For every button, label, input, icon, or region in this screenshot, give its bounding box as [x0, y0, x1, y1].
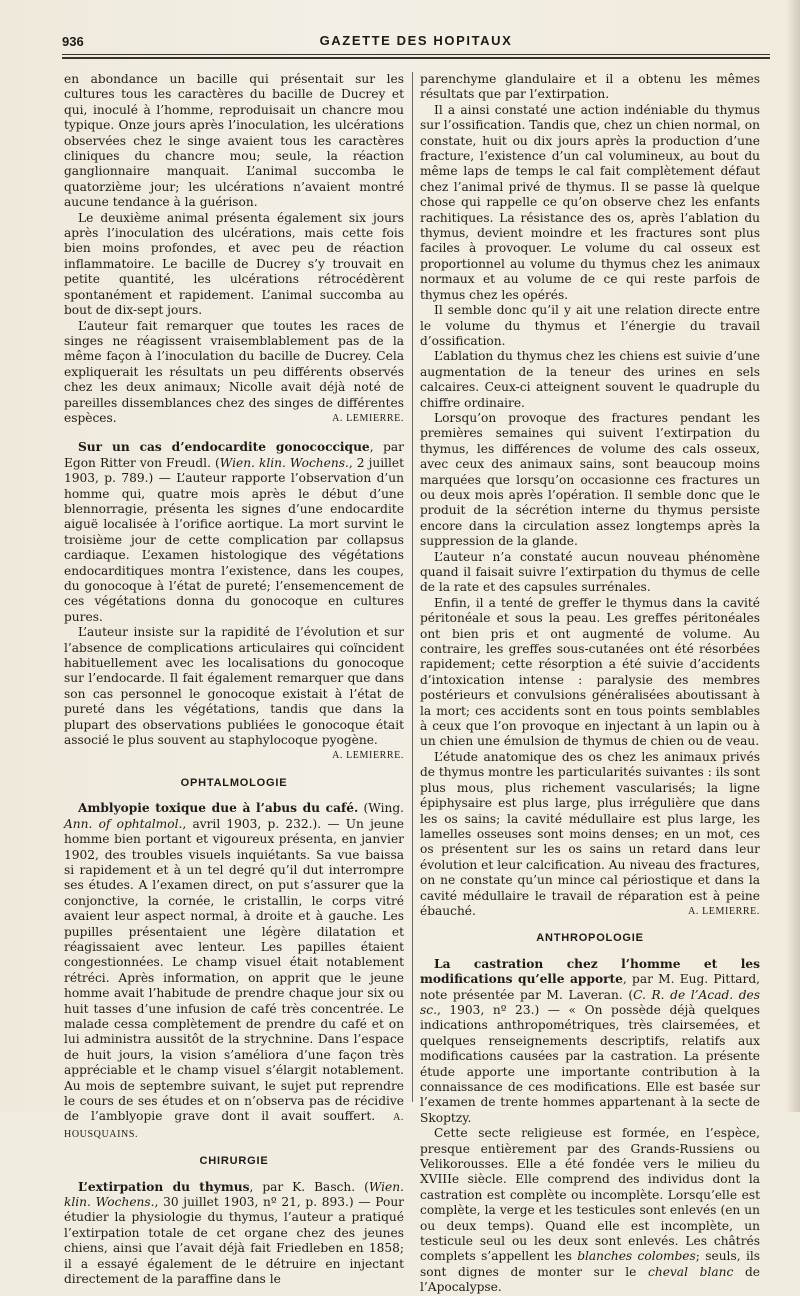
header-rule-thin	[62, 54, 770, 55]
paragraph-text: ; seuls, ils sont dignes de monter sur le	[420, 1249, 760, 1279]
paragraph: L’ablation du thymus chez les chiens est suivie d’une augmentation de la teneur des urines en sels calcaires. Ceux-ci atteignent souvent le quadruple du chiffre ordinaire.	[420, 349, 760, 410]
paragraph-text: , 1903, nº 23.) — « On possède déjà quelques indications anthropométriques, très clairsemées, et quelques renseignements descriptifs, relatifs aux modifications causées par la castration. La présente étude apporte une importante contribution à la connaissance de ces modifications. Elle est basée sur l’examen de trente hommes appartenant à la secte de Skoptzy.	[420, 1002, 760, 1125]
running-head: GAZETTE DES HOPITAUX	[319, 33, 513, 48]
article-castration	[420, 957, 760, 1296]
paragraph: en abondance un bacille qui présentait sur les cultures tous les caractères du bacille de Ducrey et qui, inoculé à l’homme, reproduisait un chancre mou typique. Onze jours après l’inoculation, les ulcérations observées chez le singe avaient tous les caractères cliniques du chancre mou; seule, la réaction ganglionnaire manquait. L’animal succomba le quatorzième jour; les ulcérations n’avaient montré aucune tendance à la guérison.	[64, 72, 404, 210]
article-title: La castration chez l’homme et les modifications qu’elle apporte	[420, 956, 760, 987]
source-journal: C. R. de l’Acad. des sc.	[420, 987, 761, 1017]
article-title: L’extirpation du thymus	[78, 1179, 250, 1194]
paragraph-text: siècle. Elle comprend des individus dont la castration est complète ou incomplète. Lorsqu’elle est complète, la verge et les testicules sont enlevés (en un ou deux temps). Quand elle est incomplète, un testicule seul ou les deux sont enlevés. Les châtrés complets s’appellent les	[420, 1172, 760, 1264]
column-divider	[412, 72, 413, 1102]
paragraph-text: L’auteur insiste sur la rapidité de l’évolution et sur l’absence de complications articulaires qui coïncident habituellement avec les localisations du gonocoque sur l’endocarde. Il fait également remarquer que dans son cas personnel le gonocoque existait à l’état de pureté dans les végétations, tandis que dans la plupart des observations publiées le gonocoque était associé le plus souvent au staphylocoque pyogène.	[64, 625, 404, 748]
author-signature: A. LEMIERRE.	[332, 412, 404, 424]
paragraph	[64, 625, 404, 762]
paragraph-text: L’étude anatomique des os chez les animaux privés de thymus montre les particularités suivantes : ils sont plus mous, plus richement vascularisés; la ligne épiphysaire est plus large, plus irrégulière que dans les os sains; la cavité médullaire est plus large, les lamelles osseuses sont moins denses; en un mot, ces os présentent sur les os sains un retard dans leur évolution et leur calcification. Au niveau des fractures, on ne constate qu’un mince cal périostique et dans la cavité médullaire le travail de réparation est à peine ébauché.	[420, 749, 760, 918]
paragraph	[420, 1126, 760, 1295]
source-journal: Wien. klin. Wochens.	[64, 1179, 404, 1210]
article-byline: , par M. Eug. Pittard, note présentée par M. Laveran. (	[420, 972, 760, 1002]
italic-term: cheval blanc	[648, 1264, 734, 1279]
source-journal: Ann. of ophtalmol.	[64, 816, 183, 831]
article-byline: (Wing.	[358, 801, 404, 816]
paragraph	[420, 750, 760, 919]
article-endocarditis	[64, 440, 404, 764]
paragraph	[64, 1180, 404, 1288]
paragraph-text: L’auteur fait remarquer que toutes les races de singes ne réagissent vraisemblablement pas de la même façon à l’inoculation du bacille de Ducrey. Cela expliquerait les résultats un peu différents observés chez les deux animaux; Nicolle avait déjà noté de pareilles dissemblances chez des singes de différentes espèces.	[64, 318, 404, 425]
source-journal: Wien. klin. Wochens.	[219, 455, 349, 470]
paragraph: Enfin, il a tenté de greffer le thymus dans la cavité péritonéale et sous la peau. Les greffes péritonéales ont bien pris et ont augmenté de volume. Au contraire, les greffes sous-cutanées ont été résorbées rapidement; cette résorption a été suivie d’accidents d’intoxication intense : paralysie des membres postérieurs et convulsions généralisées aboutissant à la mort; ces accidents sont en tous points semblables à ceux que l’on provoque en injectant à un lapin ou à un chien une émulsion de thymus de chien ou de veau.	[420, 595, 760, 749]
paragraph-text: de l’Apocalypse.	[420, 1264, 761, 1295]
paragraph: Le deuxième animal présenta également six jours après l’inoculation des ulcérations, mais cette fois bien moins profondes, et avec peu de réaction inflammatoire. Le bacille de Ducrey s’y trouvait en petite quantité, les ulcérations rétrocédèrent spontanément et rapidement. L’animal succomba au bout de dix-sept jours.	[64, 210, 404, 318]
article-byline: , par Egon Ritter von Freudl. (	[64, 440, 404, 470]
author-signature: A. HOUSQUAINS.	[64, 1112, 405, 1140]
article-amblyopie	[64, 801, 404, 1142]
paragraph	[64, 440, 404, 625]
header-rule-thick	[62, 57, 770, 59]
paragraph	[64, 319, 404, 427]
italic-term: blanches colombes	[577, 1249, 696, 1264]
century-numeral: XVIIIe	[420, 1172, 460, 1187]
paragraph: L’auteur n’a constaté aucun nouveau phénomène quand il faisait suivre l’extirpation du thymus de celle de la rate et des capsules surrénales.	[420, 549, 760, 595]
author-signature: A. LEMIERRE.	[332, 750, 404, 762]
paragraph: Lorsqu’on provoque des fractures pendant les premières semaines qui suivent l’extirpation du thymus, les différences de volume des cals osseux, avec ceux des animaux sains, sont beaucoup moins marquées que lorsqu’on occasionne ces fractures un ou deux mois après l’opération. Il semble donc que le produit de la sécrétion interne du thymus persiste encore dans la circulation assez longtemps après la suppression de la glande.	[420, 410, 760, 549]
article-title: Amblyopie toxique due à l’abus du café.	[78, 801, 359, 816]
article-thymus	[64, 1180, 404, 1288]
page-edge-shadow	[786, 0, 800, 1112]
page-number: 936	[62, 34, 84, 49]
article-byline: , par K. Basch. (	[249, 1179, 369, 1194]
paragraph-text: , 2 juillet 1903, p. 789.) — L’auteur rapporte l’observation d’un homme qui, quatre mois après le début d’une blennorragie, présenta les signes d’une endocardite aiguë localisée à l’orifice aortique. La mort survint le troisième jour de cette complication par collapsus cardiaque. L’examen histologique des végétations endocarditiques montra l’existence, dans les coupes, du gonocoque à l’état de pureté; l’ensemencement de ces végétations donna du gonocoque en cultures pures.	[64, 455, 404, 624]
page-header	[62, 30, 770, 56]
paragraph: Il a ainsi constaté une action indéniable du thymus sur l’ossification. Tandis que, chez un chien normal, on constate, huit ou dix jours après la production d’une fracture, l’existence d’un cal volumineux, au bout du même laps de temps le cal fait complètement défaut chez l’animal privé de thymus. Il se passe là quelque chose qui rappelle ce qu’on observe chez les enfants rachitiques. La résistance des os, après l’ablation du thymus, devient moindre et les fractures sont plus faciles à provoquer. Le volume du cal osseux est proportionnel au volume du thymus chez les animaux normaux et au volume de ce qui reste parfois de thymus chez les opérés.	[420, 102, 760, 302]
paragraph	[420, 957, 760, 1126]
paragraph: Il semble donc qu’il y ait une relation directe entre le volume du thymus et l’énergie du travail d’ossification.	[420, 303, 760, 348]
paragraph	[64, 801, 404, 1142]
section-heading: ANTHROPOLOGIE	[536, 932, 644, 945]
section-heading: CHIRURGIE	[199, 1155, 269, 1168]
section-heading: OPHTALMOLOGIE	[180, 776, 288, 789]
author-signature: A. LEMIERRE.	[688, 905, 760, 917]
left-column	[64, 72, 405, 1287]
paragraph: parenchyme glandulaire et il a obtenu les mêmes résultats que par l’extirpation.	[420, 72, 760, 102]
paragraph-text: , 30 juillet 1903, nº 21, p. 893.) — Pour étudier la physiologie du thymus, l’auteur a pratiqué l’extirpation totale de cet organe chez des jeunes chiens, ainsi que l’avait déjà fait Friedleben en 1858; il a essayé également de le détruire en injectant directement de la paraffine dans le	[64, 1195, 404, 1287]
paragraph-text: , avril 1903, p. 232.). — Un jeune homme bien portant et vigoureux présenta, en janvier 1902, des troubles visuels inquiétants. Sa vue baissa si rapidement et à un tel degré qu’il dut interrompre ses études. A l’examen direct, on put s’assurer que la conjonctive, la cornée, le cristallin, le corps vitré avaient leur aspect normal, à droite et à gauche. Les pupilles présentaient une légère dilatation et réagissaient avec lenteur. Les papilles étaient congestionnées. Le champ visuel était notablement rétréci. Après information, on apprit que le jeune homme avait l’habitude de prendre chaque jour six ou huit tasses d’une infusion de café très concentrée. Le malade cessa complètement de prendre du café et on lui administra aussitôt de la strychnine. Dans l’espace de huit jours, la vision s’améliora d’une façon très appréciable et le champ visuel s’élargit notablement. Au mois de septembre suivant, le sujet put reprendre le cours de ses études et on n’observa pas de récidive de l’amblyopie grave dont il avait souffert.	[64, 816, 404, 1124]
paragraph-text: Cette secte religieuse est formée, en l’espèce, presque entièrement par des Grands-Russiens ou Velikorousses. Elle a été fondée vers le milieu du	[420, 1126, 760, 1172]
right-column	[420, 72, 761, 1295]
article-title: Sur un cas d’endocardite gonococcique	[78, 440, 370, 455]
